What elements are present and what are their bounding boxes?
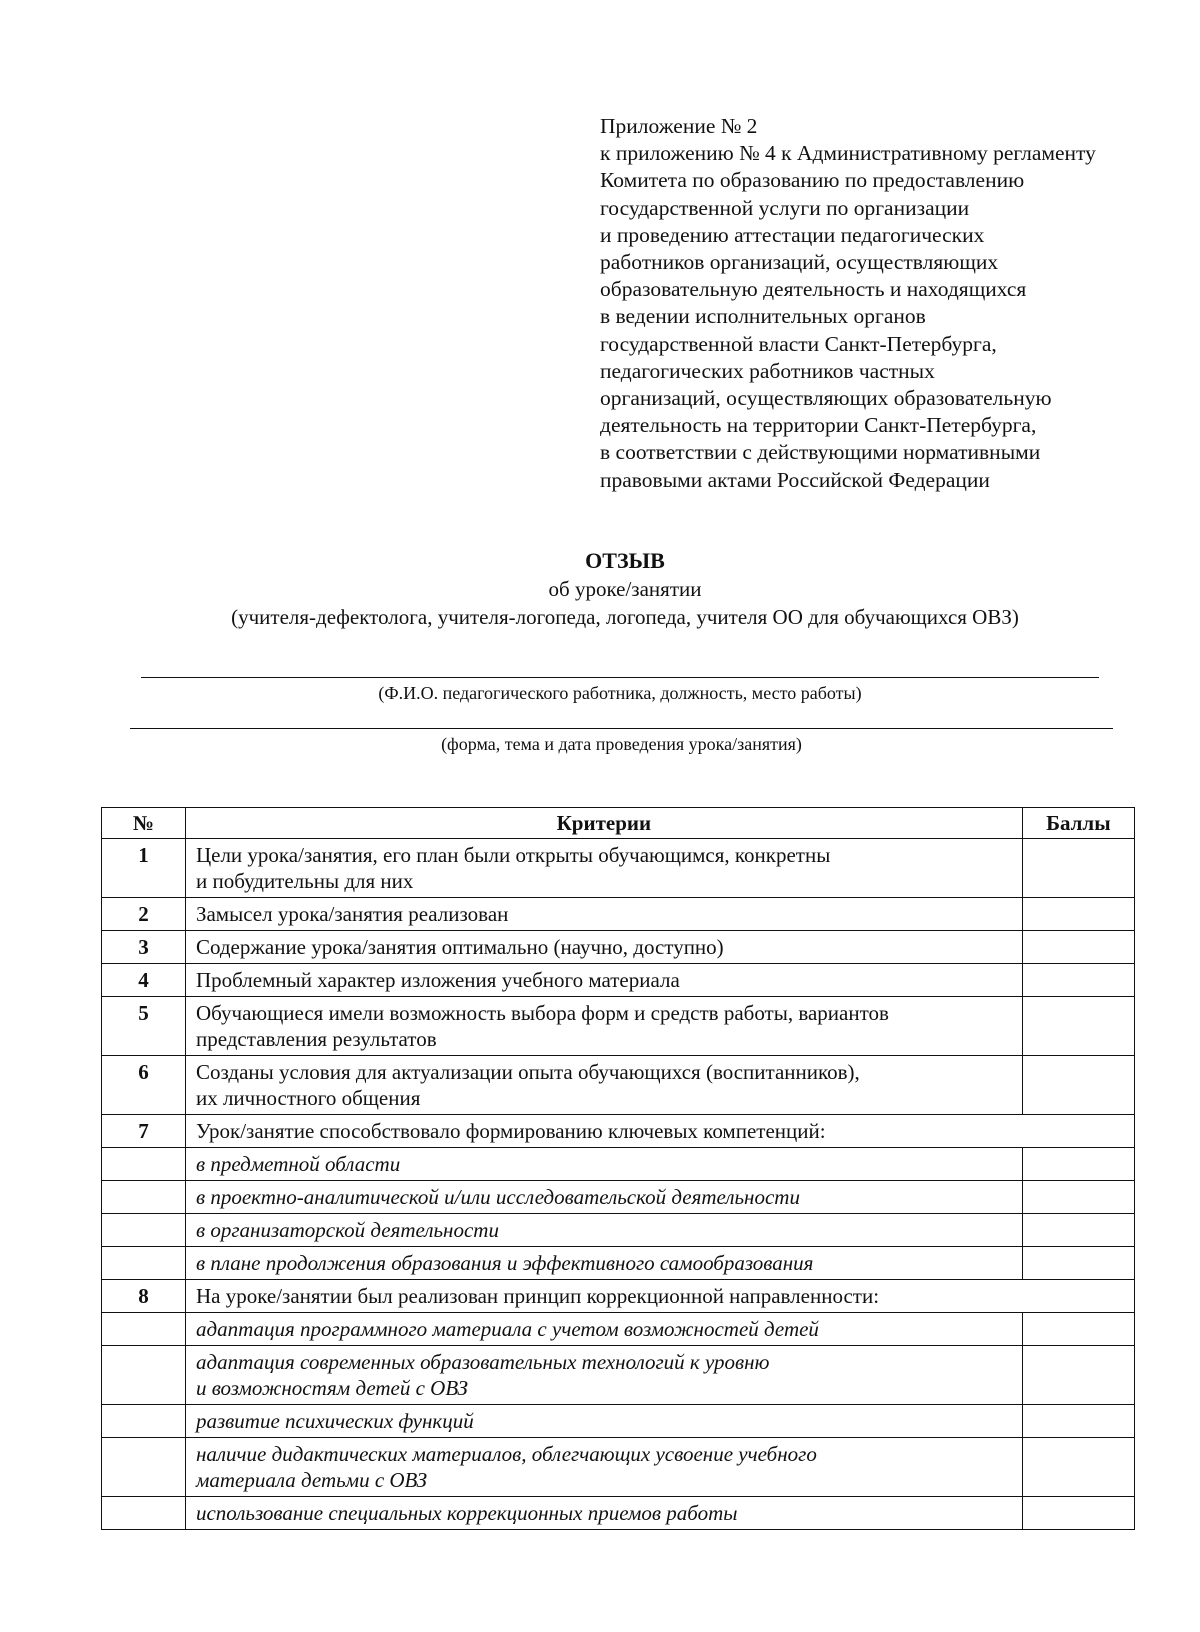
sub-criterion-text: адаптация современных образовательных технологий к уровню и возможностям детей с ОВЗ bbox=[185, 1346, 1022, 1405]
row-number bbox=[102, 1148, 186, 1181]
table-row bbox=[102, 1313, 1135, 1346]
criteria-table bbox=[101, 807, 1135, 1530]
criterion-text: Замысел урока/занятия реализован bbox=[185, 898, 1022, 931]
criterion-text: Урок/занятие способствовало формированию ключевых компетенций: bbox=[185, 1115, 1134, 1148]
appendix-line: образовательную деятельность и находящихся bbox=[600, 277, 1027, 302]
score-cell[interactable] bbox=[1022, 1405, 1134, 1438]
table-row bbox=[102, 931, 1135, 964]
appendix-line: государственной власти Санкт-Петербурга, bbox=[600, 331, 997, 356]
appendix-line: государственной услуги по организации bbox=[600, 195, 970, 220]
sub-criterion-text: в организаторской деятельности bbox=[185, 1214, 1022, 1247]
score-cell[interactable] bbox=[1022, 1056, 1134, 1115]
score-cell[interactable] bbox=[1022, 1148, 1134, 1181]
table-row bbox=[102, 1056, 1135, 1115]
table-header-row bbox=[102, 808, 1135, 839]
score-cell[interactable] bbox=[1022, 931, 1134, 964]
header-num: № bbox=[102, 808, 186, 839]
table-row bbox=[102, 1247, 1135, 1280]
table-row bbox=[102, 1214, 1135, 1247]
row-number bbox=[102, 1346, 186, 1405]
appendix-line: в ведении исполнительных органов bbox=[600, 304, 926, 329]
table-row bbox=[102, 1497, 1135, 1530]
table-row bbox=[102, 1438, 1135, 1497]
score-cell[interactable] bbox=[1022, 1247, 1134, 1280]
row-number bbox=[102, 1181, 186, 1214]
sub-criterion-text: адаптация программного материала с учетом возможностей детей bbox=[185, 1313, 1022, 1346]
criterion-text: Содержание урока/занятия оптимально (научно, доступно) bbox=[185, 931, 1022, 964]
table-row bbox=[102, 1115, 1135, 1148]
criterion-text: На уроке/занятии был реализован принцип коррекционной направленности: bbox=[185, 1280, 1134, 1313]
table-row bbox=[102, 1405, 1135, 1438]
teacher-fill-line bbox=[141, 677, 1099, 678]
score-cell[interactable] bbox=[1022, 1313, 1134, 1346]
appendix-line: и проведению аттестации педагогических bbox=[600, 222, 985, 247]
score-cell[interactable] bbox=[1022, 839, 1134, 898]
sub-criterion-text: наличие дидактических материалов, облегчающих усвоение учебного материала детьми с ОВЗ bbox=[185, 1438, 1022, 1497]
appendix-line: работников организаций, осуществляющих bbox=[600, 250, 999, 275]
row-number bbox=[102, 1438, 186, 1497]
document-subtitle: об уроке/занятии bbox=[548, 577, 702, 601]
appendix-line: в соответствии с действующими нормативными bbox=[600, 440, 1041, 465]
row-number: 2 bbox=[102, 898, 186, 931]
score-cell[interactable] bbox=[1022, 1497, 1134, 1530]
row-number bbox=[102, 1247, 186, 1280]
appendix-line: организаций, осуществляющих образовательную bbox=[600, 386, 1052, 411]
score-cell[interactable] bbox=[1022, 898, 1134, 931]
appendix-line: правовыми актами Российской Федерации bbox=[600, 467, 990, 492]
criterion-text: Проблемный характер изложения учебного материала bbox=[185, 964, 1022, 997]
appendix-line: Комитета по образованию по предоставлению bbox=[600, 168, 1025, 193]
appendix-header bbox=[600, 113, 1180, 494]
sub-criterion-text: в предметной области bbox=[185, 1148, 1022, 1181]
table-row bbox=[102, 1346, 1135, 1405]
teacher-caption: (Ф.И.О. педагогического работника, должность, место работы) bbox=[378, 683, 862, 703]
row-number: 7 bbox=[102, 1115, 186, 1148]
row-number: 5 bbox=[102, 997, 186, 1056]
sub-criterion-text: использование специальных коррекционных приемов работы bbox=[185, 1497, 1022, 1530]
lesson-caption: (форма, тема и дата проведения урока/занятия) bbox=[441, 734, 802, 754]
table-row bbox=[102, 1280, 1135, 1313]
appendix-line: деятельность на территории Санкт-Петербурга, bbox=[600, 413, 1037, 438]
score-cell[interactable] bbox=[1022, 1346, 1134, 1405]
table-row bbox=[102, 1148, 1135, 1181]
criterion-text: Обучающиеся имели возможность выбора форм и средств работы, вариантов представления результатов bbox=[185, 997, 1022, 1056]
appendix-line: Приложение № 2 bbox=[600, 114, 758, 138]
header-score: Баллы bbox=[1022, 808, 1134, 839]
row-number: 4 bbox=[102, 964, 186, 997]
score-cell[interactable] bbox=[1022, 997, 1134, 1056]
row-number: 6 bbox=[102, 1056, 186, 1115]
criterion-text: Созданы условия для актуализации опыта обучающихся (воспитанников), их личностного общения bbox=[185, 1056, 1022, 1115]
table-row bbox=[102, 964, 1135, 997]
criteria-body bbox=[102, 839, 1135, 1530]
row-number bbox=[102, 1313, 186, 1346]
score-cell[interactable] bbox=[1022, 1438, 1134, 1497]
sub-criterion-text: развитие психических функций bbox=[185, 1405, 1022, 1438]
row-number: 1 bbox=[102, 839, 186, 898]
lesson-fill-line bbox=[130, 728, 1113, 729]
title-block bbox=[0, 547, 1200, 631]
document-subtitle-specialists: (учителя-дефектолога, учителя-логопеда, логопеда, учителя ОО для обучающихся ОВЗ) bbox=[231, 605, 1019, 629]
row-number bbox=[102, 1214, 186, 1247]
table-row bbox=[102, 898, 1135, 931]
criterion-text: Цели урока/занятия, его план были открыты обучающимся, конкретны и побудительны для них bbox=[185, 839, 1022, 898]
table-row bbox=[102, 997, 1135, 1056]
score-cell[interactable] bbox=[1022, 964, 1134, 997]
sub-criterion-text: в проектно-аналитической и/или исследовательской деятельности bbox=[185, 1181, 1022, 1214]
score-cell[interactable] bbox=[1022, 1181, 1134, 1214]
score-cell[interactable] bbox=[1022, 1214, 1134, 1247]
row-number bbox=[102, 1497, 186, 1530]
table-row bbox=[102, 1181, 1135, 1214]
sub-criterion-text: в плане продолжения образования и эффективного самообразования bbox=[185, 1247, 1022, 1280]
header-criteria: Критерии bbox=[185, 808, 1022, 839]
row-number: 3 bbox=[102, 931, 186, 964]
table-row bbox=[102, 839, 1135, 898]
row-number bbox=[102, 1405, 186, 1438]
appendix-line: к приложению № 4 к Административному регламенту bbox=[600, 141, 1096, 166]
document-title: ОТЗЫВ bbox=[585, 548, 665, 573]
appendix-line: педагогических работников частных bbox=[600, 358, 935, 383]
row-number: 8 bbox=[102, 1280, 186, 1313]
